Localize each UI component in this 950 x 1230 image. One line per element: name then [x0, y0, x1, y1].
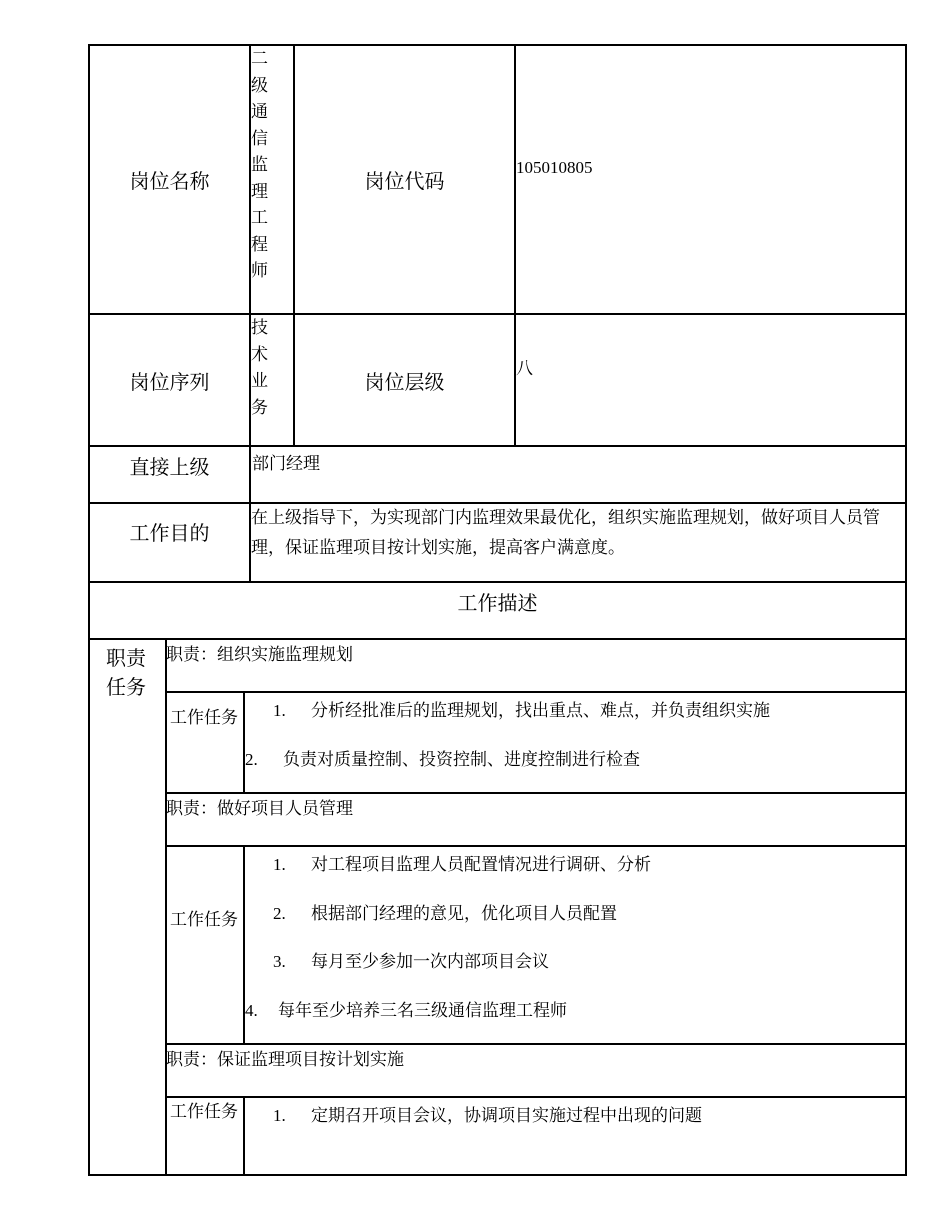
col-divider	[243, 1096, 245, 1176]
purpose-label: 工作目的	[129, 521, 210, 545]
position-code-label: 岗位代码	[364, 169, 445, 193]
work-description-title: 工作描述	[457, 590, 538, 615]
task-number: 4.	[245, 1001, 258, 1020]
task-number: 1.	[273, 855, 286, 874]
position-name-value: 二级通信监理工程师	[251, 49, 268, 281]
work-task-label: 工作任务	[170, 910, 238, 930]
task-number: 2.	[245, 750, 258, 769]
task-text: 每年至少培养三名三级通信监理工程师	[278, 1001, 567, 1021]
task-number: 3.	[273, 952, 286, 971]
duty-title: 职责：做好项目人员管理	[166, 799, 353, 819]
task-item	[273, 1101, 702, 1126]
position-code-value: 105010805	[516, 158, 593, 177]
col-divider	[243, 691, 245, 793]
position-series-value: 技术业务	[251, 318, 268, 418]
task-number: 1.	[273, 701, 286, 720]
task-number: 1.	[273, 1106, 286, 1125]
task-text: 定期召开项目会议，协调项目实施过程中出现的问题	[311, 1106, 702, 1126]
task-text: 负责对质量控制、投资控制、进度控制进行检查	[283, 750, 640, 770]
duties-side-label: 职责任务	[106, 646, 146, 699]
task-text: 每月至少参加一次内部项目会议	[311, 952, 549, 972]
col-divider	[514, 44, 516, 446]
work-task-label: 工作任务	[170, 1102, 238, 1122]
row-divider	[165, 691, 907, 693]
supervisor-value: 部门经理	[252, 454, 320, 474]
task-text: 根据部门经理的意见，优化项目人员配置	[311, 904, 617, 924]
position-series-label: 岗位序列	[129, 369, 210, 394]
task-text: 分析经批准后的监理规划，找出重点、难点，并负责组织实施	[311, 701, 770, 721]
task-item	[245, 745, 640, 770]
task-item	[273, 947, 549, 972]
position-level-value: 八	[516, 359, 533, 379]
supervisor-label: 直接上级	[129, 454, 210, 479]
task-item	[273, 850, 651, 875]
duty-title: 职责：组织实施监理规划	[166, 645, 353, 665]
purpose-value: 在上级指导下，为实现部门内监理效果最优化，组织实施监理规划，做好项目人员管理，保证监理项目按计划实施，提高客户满意度。	[251, 508, 880, 558]
duty-title: 职责：保证监理项目按计划实施	[166, 1050, 404, 1070]
row-divider	[165, 845, 907, 847]
position-name-label: 岗位名称	[129, 169, 210, 193]
task-item	[273, 899, 617, 924]
task-number: 2.	[273, 904, 286, 923]
task-item	[273, 696, 770, 721]
row-divider	[165, 1096, 907, 1098]
task-text: 对工程项目监理人员配置情况进行调研、分析	[311, 855, 651, 875]
position-level-label: 岗位层级	[364, 369, 445, 394]
work-task-label: 工作任务	[170, 708, 238, 728]
task-item	[245, 996, 567, 1021]
